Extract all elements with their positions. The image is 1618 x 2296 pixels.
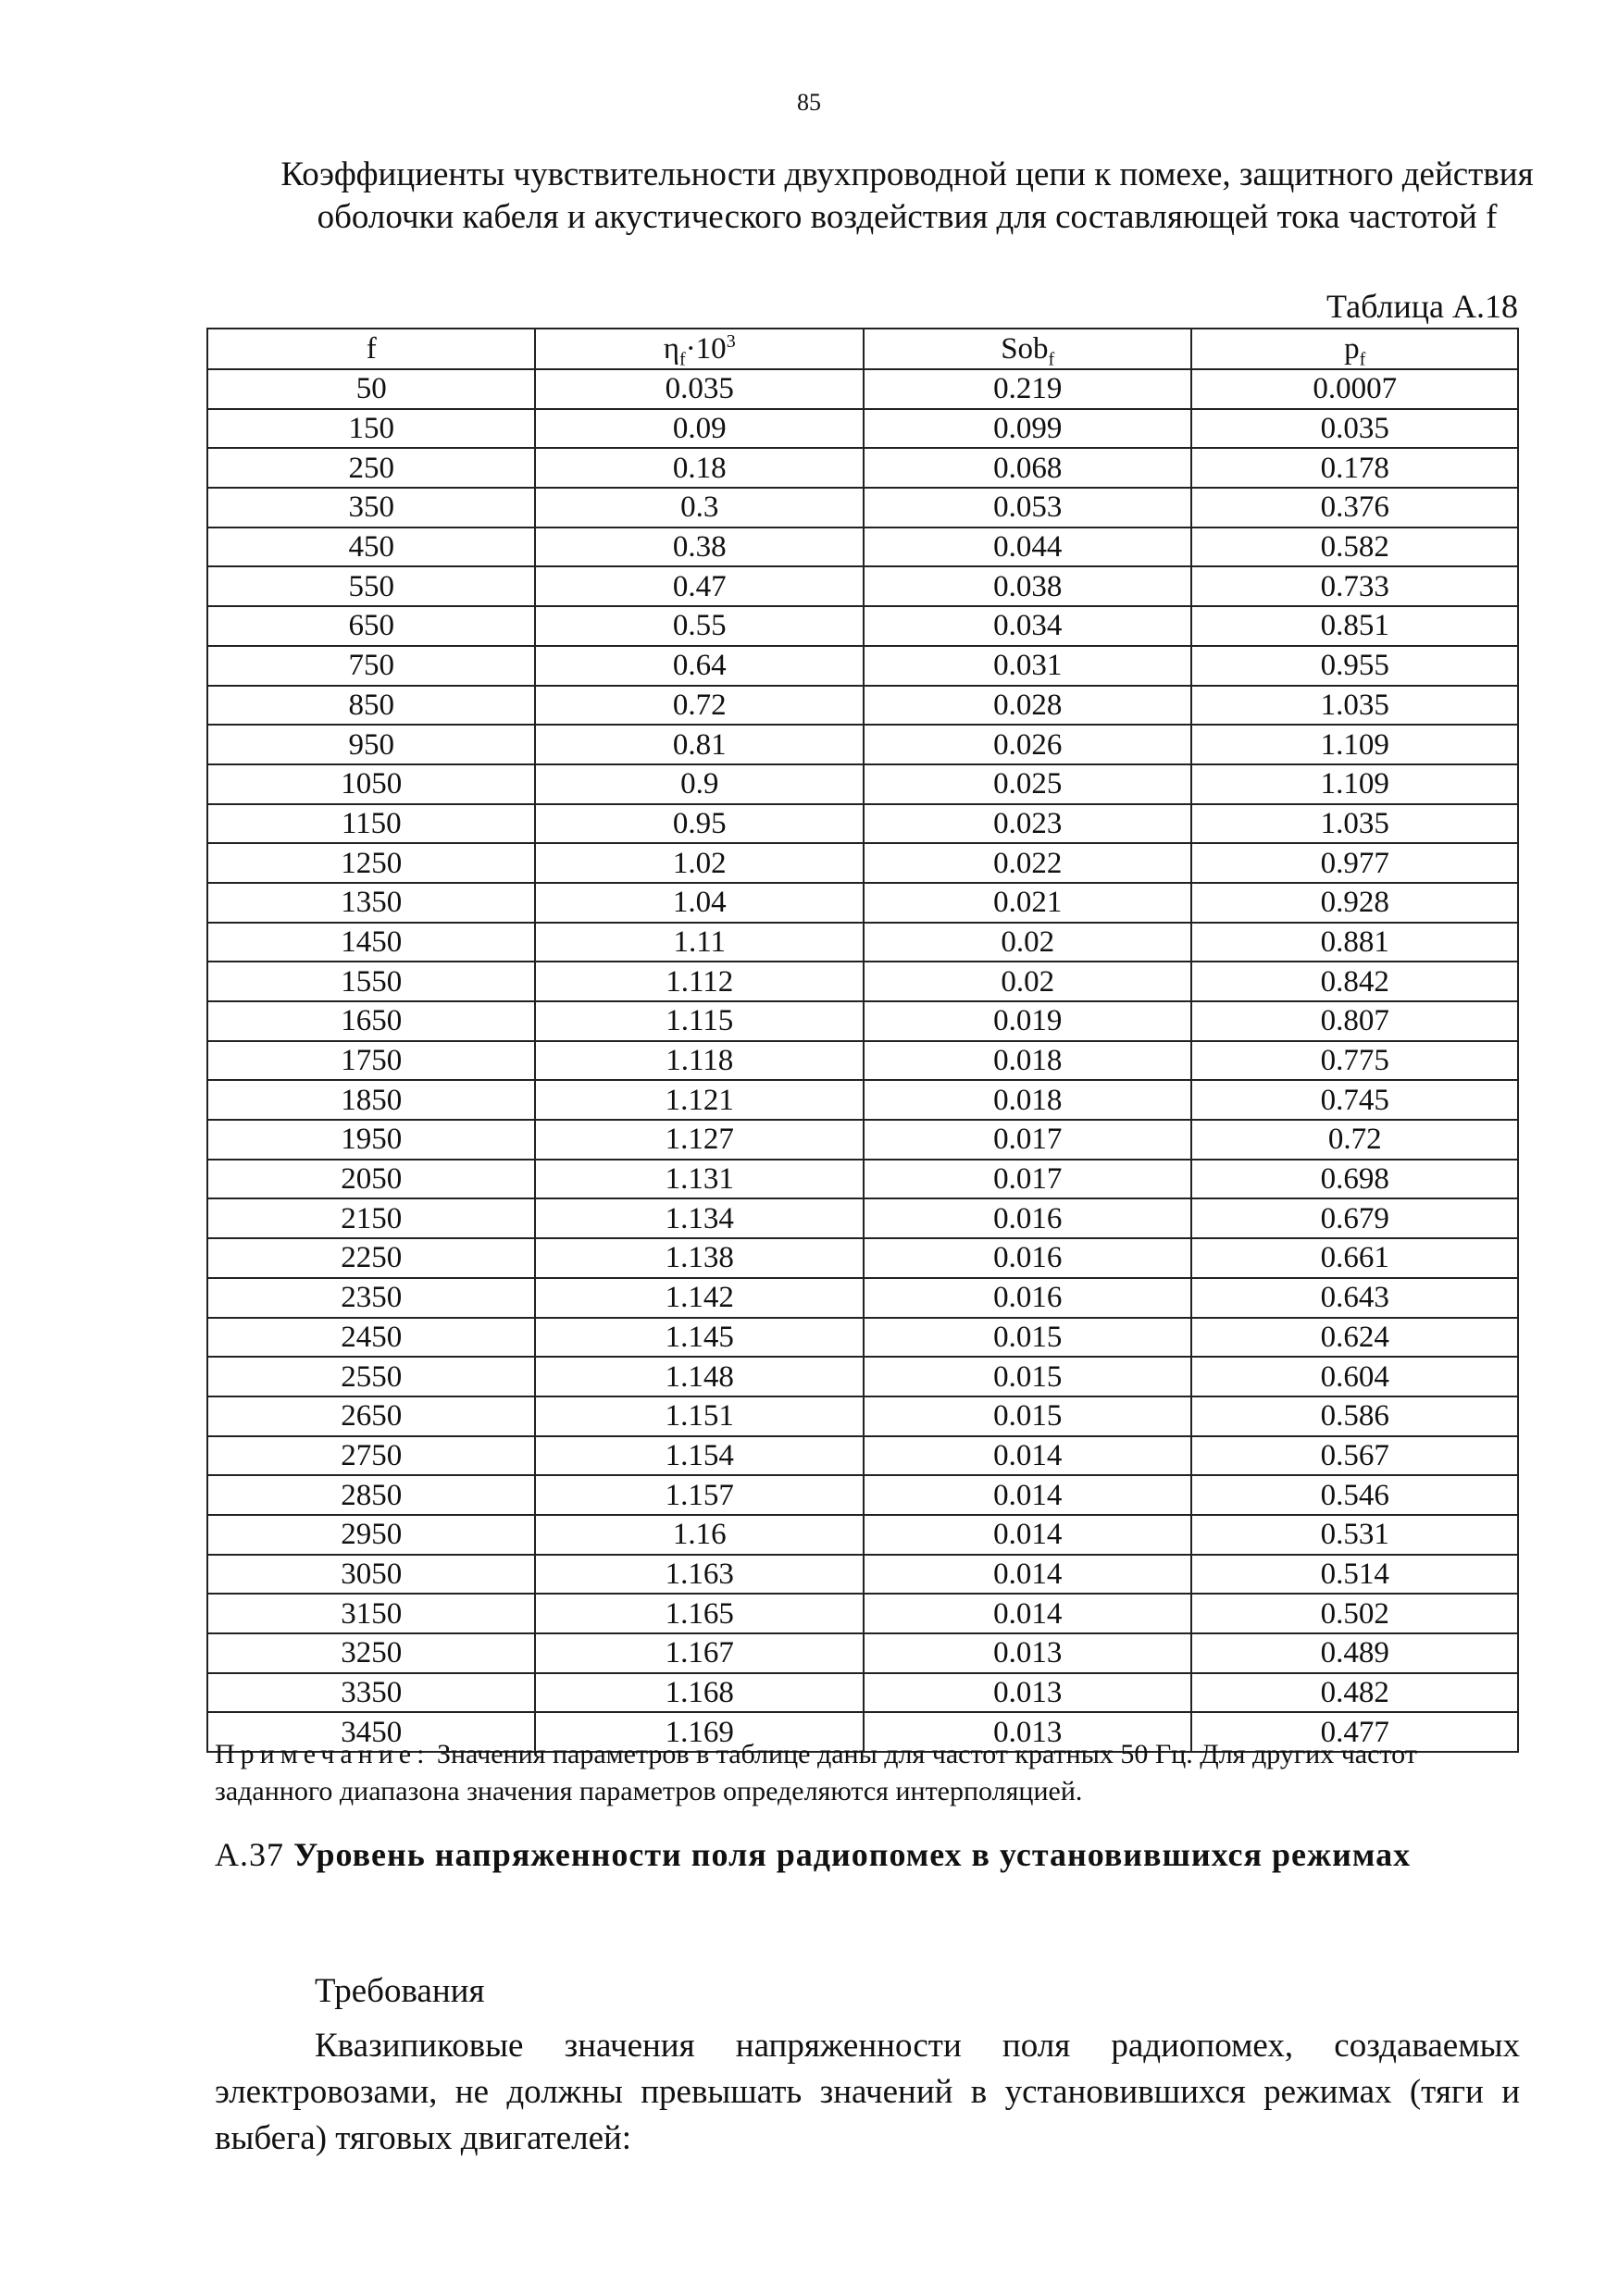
table-row — [207, 566, 1518, 606]
cell-p: 0.482 — [1191, 1673, 1518, 1713]
cell-eta: 1.118 — [535, 1041, 864, 1081]
cell-frequency: 2350 — [207, 1278, 535, 1318]
cell-p: 0.928 — [1191, 883, 1518, 923]
cell-frequency: 850 — [207, 686, 535, 726]
cell-p: 0.376 — [1191, 488, 1518, 527]
table-body — [207, 369, 1518, 1752]
cell-frequency: 2450 — [207, 1318, 535, 1358]
cell-p: 0.624 — [1191, 1318, 1518, 1358]
table-header-row — [207, 329, 1518, 369]
cell-p: 0.0007 — [1191, 369, 1518, 409]
cell-eta: 1.121 — [535, 1080, 864, 1120]
table-row — [207, 1278, 1518, 1318]
requirements-paragraph: Квазипиковые значения напряженности поля радиопомех, создаваемых электровозами, не должны превышать значений в установившихся режимах (тяги и выбега) тяговых двигателей: — [215, 2027, 1520, 2157]
cell-frequency: 3150 — [207, 1594, 535, 1633]
cell-p: 0.502 — [1191, 1594, 1518, 1633]
cell-frequency: 2050 — [207, 1160, 535, 1199]
cell-eta: 0.95 — [535, 804, 864, 844]
cell-frequency: 550 — [207, 566, 535, 606]
cell-sob: 0.014 — [864, 1475, 1191, 1515]
cell-eta: 0.64 — [535, 646, 864, 686]
table-note — [215, 1736, 1529, 1810]
table-row — [207, 369, 1518, 409]
cell-sob: 0.015 — [864, 1396, 1191, 1436]
cell-eta: 0.81 — [535, 725, 864, 764]
cell-p: 0.546 — [1191, 1475, 1518, 1515]
cell-eta: 0.55 — [535, 606, 864, 646]
cell-eta: 1.168 — [535, 1673, 864, 1713]
cell-p: 0.733 — [1191, 566, 1518, 606]
cell-frequency: 2650 — [207, 1396, 535, 1436]
table-row — [207, 1318, 1518, 1358]
cell-frequency: 2850 — [207, 1475, 535, 1515]
cell-frequency: 150 — [207, 409, 535, 449]
cell-sob: 0.014 — [864, 1594, 1191, 1633]
table-row — [207, 1633, 1518, 1673]
cell-sob: 0.016 — [864, 1198, 1191, 1238]
table-row — [207, 488, 1518, 527]
table-row — [207, 804, 1518, 844]
table-row — [207, 725, 1518, 764]
cell-eta: 1.112 — [535, 962, 864, 1001]
cell-eta: 1.134 — [535, 1198, 864, 1238]
cell-eta: 1.142 — [535, 1278, 864, 1318]
cell-sob: 0.219 — [864, 369, 1191, 409]
cell-sob: 0.038 — [864, 566, 1191, 606]
cell-eta: 0.035 — [535, 369, 864, 409]
cell-eta: 1.151 — [535, 1396, 864, 1436]
cell-p: 0.586 — [1191, 1396, 1518, 1436]
cell-frequency: 450 — [207, 527, 535, 567]
cell-frequency: 950 — [207, 725, 535, 764]
cell-sob: 0.016 — [864, 1278, 1191, 1318]
table-label: Таблица А.18 — [1326, 288, 1518, 325]
cell-p: 1.035 — [1191, 686, 1518, 726]
cell-frequency: 1150 — [207, 804, 535, 844]
cell-p: 0.604 — [1191, 1357, 1518, 1396]
table-row — [207, 883, 1518, 923]
cell-eta: 0.38 — [535, 527, 864, 567]
cell-sob: 0.099 — [864, 409, 1191, 449]
cell-frequency: 1550 — [207, 962, 535, 1001]
table-row — [207, 1238, 1518, 1278]
table-row — [207, 1515, 1518, 1555]
cell-frequency: 1450 — [207, 923, 535, 962]
cell-p: 0.977 — [1191, 843, 1518, 883]
cell-eta: 1.138 — [535, 1238, 864, 1278]
table-row — [207, 1041, 1518, 1081]
cell-p: 0.477 — [1191, 1712, 1518, 1752]
cell-p: 0.72 — [1191, 1120, 1518, 1160]
cell-frequency: 3250 — [207, 1633, 535, 1673]
cell-sob: 0.053 — [864, 488, 1191, 527]
note-text: Значения параметров в таблице даны для частот кратных 50 Гц. Для других частот заданного диапазона значения параметров определяются интерполяцией. — [215, 1739, 1417, 1806]
cell-sob: 0.02 — [864, 962, 1191, 1001]
cell-p: 0.035 — [1191, 409, 1518, 449]
table-row — [207, 1160, 1518, 1199]
header-sob: Sob$_f$ — [864, 329, 1191, 369]
cell-sob: 0.018 — [864, 1041, 1191, 1081]
cell-sob: 0.013 — [864, 1712, 1191, 1752]
cell-sob: 0.017 — [864, 1160, 1191, 1199]
cell-eta: 1.115 — [535, 1001, 864, 1041]
page-number: 85 — [797, 89, 821, 116]
cell-eta: 1.04 — [535, 883, 864, 923]
cell-sob: 0.017 — [864, 1120, 1191, 1160]
cell-frequency: 1650 — [207, 1001, 535, 1041]
cell-sob: 0.068 — [864, 448, 1191, 488]
cell-frequency: 2750 — [207, 1436, 535, 1476]
cell-frequency: 2150 — [207, 1198, 535, 1238]
cell-eta: 0.3 — [535, 488, 864, 527]
table-row — [207, 1080, 1518, 1120]
cell-eta: 1.02 — [535, 843, 864, 883]
cell-frequency: 1250 — [207, 843, 535, 883]
cell-sob: 0.021 — [864, 883, 1191, 923]
cell-eta: 1.167 — [535, 1633, 864, 1673]
cell-eta: 0.18 — [535, 448, 864, 488]
cell-p: 0.514 — [1191, 1555, 1518, 1595]
cell-sob: 0.013 — [864, 1633, 1191, 1673]
cell-frequency: 1950 — [207, 1120, 535, 1160]
cell-frequency: 1350 — [207, 883, 535, 923]
cell-p: 0.698 — [1191, 1160, 1518, 1199]
table-row — [207, 1555, 1518, 1595]
cell-sob: 0.022 — [864, 843, 1191, 883]
requirements-heading: Требования — [315, 1972, 485, 2010]
table-row — [207, 448, 1518, 488]
cell-eta: 1.16 — [535, 1515, 864, 1555]
cell-frequency: 1850 — [207, 1080, 535, 1120]
header-frequency: f — [207, 329, 535, 369]
cell-p: 0.531 — [1191, 1515, 1518, 1555]
cell-sob: 0.014 — [864, 1555, 1191, 1595]
table-row — [207, 1120, 1518, 1160]
table-row — [207, 409, 1518, 449]
cell-eta: 1.131 — [535, 1160, 864, 1199]
section-heading — [215, 1832, 1529, 1877]
table-row — [207, 1357, 1518, 1396]
table-row — [207, 1673, 1518, 1713]
table-row — [207, 1396, 1518, 1436]
cell-sob: 0.014 — [864, 1515, 1191, 1555]
cell-p: 0.661 — [1191, 1238, 1518, 1278]
cell-eta: 1.154 — [535, 1436, 864, 1476]
cell-frequency: 250 — [207, 448, 535, 488]
cell-p: 0.842 — [1191, 962, 1518, 1001]
cell-eta: 1.163 — [535, 1555, 864, 1595]
table-row — [207, 1594, 1518, 1633]
cell-p: 0.955 — [1191, 646, 1518, 686]
section-title: Уровень напряженности поля радиопомех в установившихся режимах — [293, 1836, 1412, 1873]
cell-eta: 1.11 — [535, 923, 864, 962]
cell-sob: 0.015 — [864, 1318, 1191, 1358]
cell-p: 0.489 — [1191, 1633, 1518, 1673]
cell-frequency: 2250 — [207, 1238, 535, 1278]
cell-p: 0.643 — [1191, 1278, 1518, 1318]
cell-sob: 0.044 — [864, 527, 1191, 567]
cell-sob: 0.026 — [864, 725, 1191, 764]
cell-eta: 1.145 — [535, 1318, 864, 1358]
note-label: Примечание: — [215, 1739, 430, 1769]
cell-eta: 1.165 — [535, 1594, 864, 1633]
cell-sob: 0.034 — [864, 606, 1191, 646]
cell-sob: 0.013 — [864, 1673, 1191, 1713]
cell-p: 1.109 — [1191, 725, 1518, 764]
table-row — [207, 962, 1518, 1001]
cell-p: 0.178 — [1191, 448, 1518, 488]
cell-p: 1.035 — [1191, 804, 1518, 844]
cell-frequency: 2550 — [207, 1357, 535, 1396]
cell-eta: 0.09 — [535, 409, 864, 449]
cell-p: 0.582 — [1191, 527, 1518, 567]
cell-p: 0.745 — [1191, 1080, 1518, 1120]
cell-sob: 0.023 — [864, 804, 1191, 844]
table-row — [207, 646, 1518, 686]
cell-sob: 0.018 — [864, 1080, 1191, 1120]
table-row — [207, 1436, 1518, 1476]
cell-p: 0.851 — [1191, 606, 1518, 646]
cell-sob: 0.014 — [864, 1436, 1191, 1476]
cell-frequency: 1750 — [207, 1041, 535, 1081]
table-title: Коэффициенты чувствительности двухпроводной цепи к помехе, защитного действия оболочки кабеля и акустического воздействия для составляющей тока частотой f — [280, 155, 1534, 236]
cell-p: 1.109 — [1191, 764, 1518, 804]
table-row — [207, 923, 1518, 962]
table-row — [207, 606, 1518, 646]
cell-sob: 0.025 — [864, 764, 1191, 804]
cell-p: 0.567 — [1191, 1436, 1518, 1476]
cell-frequency: 3350 — [207, 1673, 535, 1713]
cell-p: 0.775 — [1191, 1041, 1518, 1081]
cell-frequency: 3050 — [207, 1555, 535, 1595]
header-p: $p_f$ — [1191, 329, 1518, 369]
cell-eta: 0.72 — [535, 686, 864, 726]
table-row — [207, 764, 1518, 804]
cell-sob: 0.028 — [864, 686, 1191, 726]
table-row — [207, 1475, 1518, 1515]
cell-eta: 0.9 — [535, 764, 864, 804]
table-row — [207, 1198, 1518, 1238]
header-eta: $\eta_f\cdot 10^3$ — [535, 329, 864, 369]
cell-sob: 0.019 — [864, 1001, 1191, 1041]
table-row — [207, 686, 1518, 726]
table-row — [207, 843, 1518, 883]
cell-p: 0.807 — [1191, 1001, 1518, 1041]
cell-frequency: 350 — [207, 488, 535, 527]
cell-frequency: 3450 — [207, 1712, 535, 1752]
cell-p: 0.881 — [1191, 923, 1518, 962]
cell-frequency: 2950 — [207, 1515, 535, 1555]
cell-frequency: 650 — [207, 606, 535, 646]
cell-frequency: 1050 — [207, 764, 535, 804]
cell-p: 0.679 — [1191, 1198, 1518, 1238]
cell-frequency: 50 — [207, 369, 535, 409]
cell-eta: 1.169 — [535, 1712, 864, 1752]
cell-sob: 0.02 — [864, 923, 1191, 962]
coefficients-table — [206, 328, 1519, 1753]
cell-frequency: 750 — [207, 646, 535, 686]
cell-eta: 1.148 — [535, 1357, 864, 1396]
table-row — [207, 527, 1518, 567]
cell-eta: 1.157 — [535, 1475, 864, 1515]
cell-eta: 0.47 — [535, 566, 864, 606]
cell-sob: 0.031 — [864, 646, 1191, 686]
cell-sob: 0.016 — [864, 1238, 1191, 1278]
table-row — [207, 1001, 1518, 1041]
cell-sob: 0.015 — [864, 1357, 1191, 1396]
cell-eta: 1.127 — [535, 1120, 864, 1160]
section-number: А.37 — [215, 1836, 284, 1873]
